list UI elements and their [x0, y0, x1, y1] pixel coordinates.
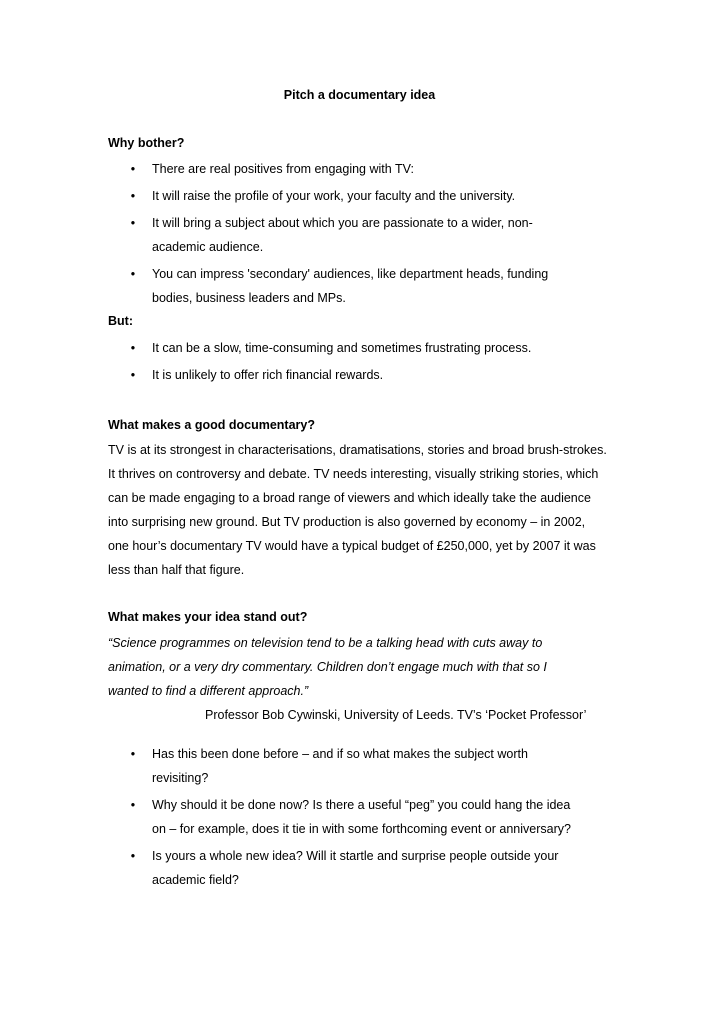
bullet-icon: • — [130, 189, 136, 203]
heading-good-documentary: What makes a good documentary? — [108, 418, 315, 432]
list-item: • You can impress 'secondary' audiences, like department heads, funding bodies, business leaders and MPs. — [108, 262, 578, 310]
list-item: • It will raise the profile of your work, your faculty and the university. — [108, 184, 578, 208]
list-item: • It can be a slow, time-consuming and sometimes frustrating process. — [108, 336, 578, 360]
quote-attribution: Professor Bob Cywinski, University of Leeds. TV’s ‘Pocket Professor’ — [205, 708, 587, 722]
bullet-icon: • — [130, 216, 136, 230]
page-title: Pitch a documentary idea — [283, 88, 436, 102]
bullet-icon: • — [130, 747, 136, 761]
bullet-icon: • — [130, 267, 136, 281]
list-item: • Has this been done before – and if so what makes the subject worth revisiting? — [108, 742, 578, 790]
heading-why-bother: Why bother? — [108, 136, 185, 150]
bullet-icon: • — [130, 162, 136, 176]
bullet-icon: • — [130, 341, 136, 355]
heading-stand-out: What makes your idea stand out? — [108, 610, 308, 624]
heading-but: But: — [108, 314, 133, 328]
bullet-icon: • — [130, 368, 136, 382]
list-item: • It will bring a subject about which you are passionate to a wider, non-academic audience. — [108, 211, 578, 259]
stand-out-list — [108, 742, 578, 895]
list-item: • It is unlikely to offer rich financial rewards. — [108, 363, 578, 387]
bullet-icon: • — [130, 798, 136, 812]
list-item: • Is yours a whole new idea? Will it startle and surprise people outside your academic field? — [108, 844, 578, 892]
why-bother-list — [108, 157, 578, 313]
bullet-icon: • — [130, 849, 136, 863]
good-documentary-paragraph: TV is at its strongest in characterisations, dramatisations, stories and broad brush-strokes. It thrives on controversy and debate. TV needs interesting, visually striking stories, which can be made engaging to a broad range of viewers and which ideally take the audience into surprising new ground. But TV production is also governed by economy – in 2002, one hour’s documentary TV would have a typical budget of £250,000, yet by 2007 it was less than half that figure. — [108, 443, 607, 577]
list-item: • Why should it be done now? Is there a useful “peg” you could hang the idea on – for example, does it tie in with some forthcoming event or anniversary? — [108, 793, 578, 841]
list-item: • There are real positives from engaging with TV: — [108, 157, 578, 181]
but-list — [108, 336, 578, 390]
quote: “Science programmes on television tend to be a talking head with cuts away to animation, or a very dry commentary. Children don’t engage much with that so I wanted to find a different approach.” — [108, 636, 547, 698]
